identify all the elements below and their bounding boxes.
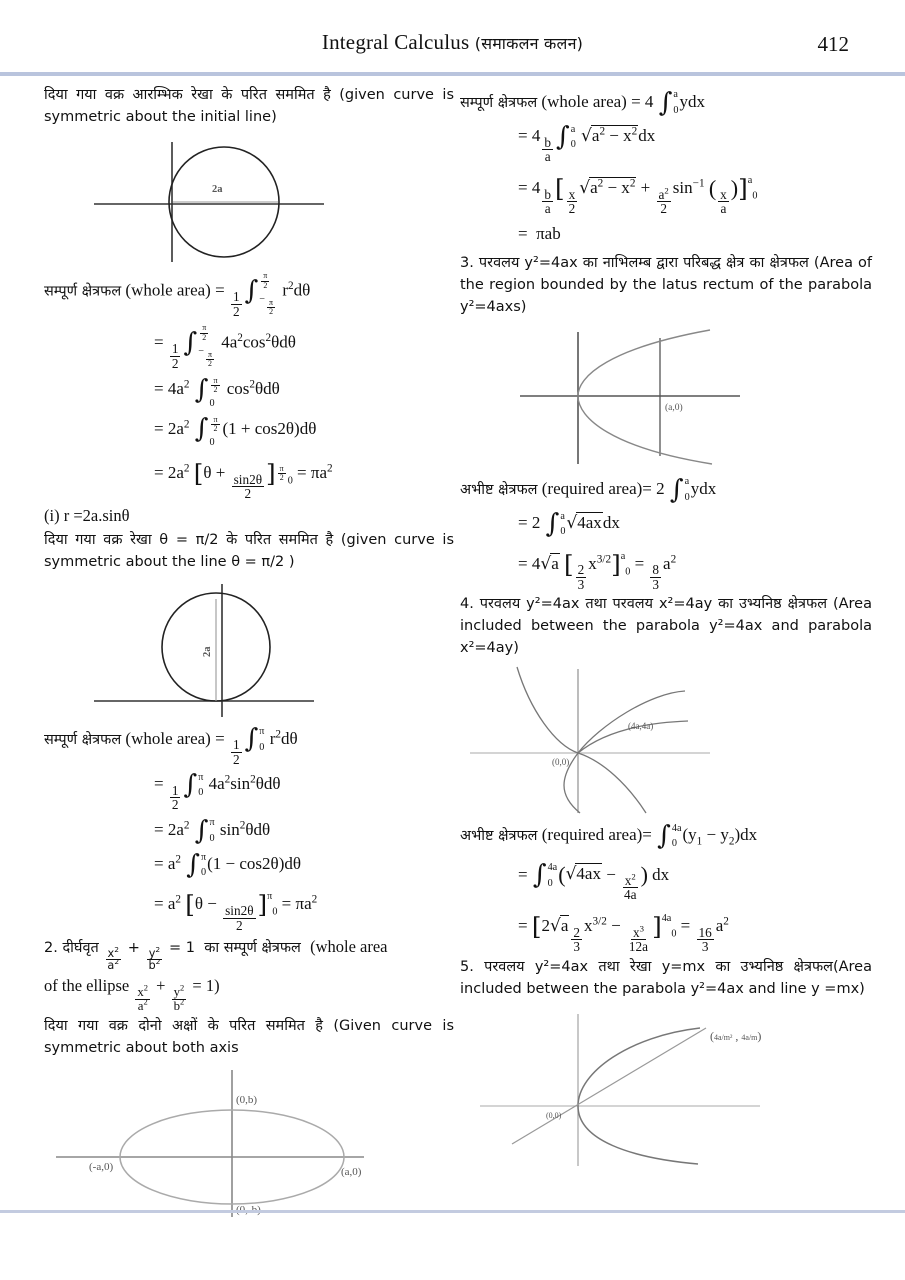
whole-area-label-hi: सम्पूर्ण क्षेत्रफल (44, 283, 122, 300)
left-eq1-line3: = $4a^2$ ∫ $\frac{\pi}{2}$ 0 $\cos^2\theta d\theta$ (154, 375, 280, 409)
figure-parabola-latus-rectum (460, 324, 872, 469)
diameter-label: 2a (212, 184, 223, 196)
figure-two-intersecting-parabolas (460, 665, 872, 815)
whole-area-label3-hi: सम्पूर्ण क्षेत्रफल (460, 95, 538, 111)
left-eq2-line5: = $a^2$ [θ − $\frac{\sin 2\theta}{2}$ ]$^\pi_0 = \pi a^2$ (154, 890, 318, 933)
left-column (44, 84, 454, 1224)
right-problem-5: 5. परवलय y²=4ax तथा रेखा y=mx का उभ्यनिष्ठ क्षेत्रफल(Area included between the parabola y²=4ax and line y =mx) (460, 958, 872, 997)
required-area-label-hi: अभीष्ट क्षेत्रफल (460, 481, 538, 498)
diameter-label: 2a (202, 646, 213, 657)
left-intro-text: दिया गया वक्र आरम्भिक रेखा के परित सममित है (given curve is symmetric about the initial line) (44, 87, 454, 126)
origin-label-2: (0,0) (546, 1110, 562, 1120)
ellipse-label-0-minus-b: (0,-b) (236, 1203, 261, 1216)
right-eq3-line2: = 4 $\frac{b}{a}$ ∫ a 0 $√a^2 - x^2dx$ (518, 122, 656, 165)
intersection-label-fraction: (4a/m² , 4a/m) (710, 1028, 762, 1043)
whole-area-label-en: (whole area) (125, 280, 211, 300)
figure-parabola-and-line (460, 1006, 872, 1171)
page-title-english: Integral Calculus (321, 30, 470, 54)
whole-area-label2-hi: सम्पूर्ण क्षेत्रफल (44, 731, 122, 748)
page-header (0, 30, 905, 70)
right-eq3-line4: = πab (518, 223, 561, 243)
required-area-label2-hi: अभीष्ट क्षेत्रफल (460, 828, 538, 845)
right-problem-4: 4. परवलय y²=4ax तथा परवलय x²=4ay का उभ्यनिष्ठ क्षेत्रफल (Area included between the parabola y²=4ax and parabola x²=4ay) (460, 596, 872, 657)
left-eq2-line4: = $a^2$ ∫ π 0 (1 − cos2θ)dθ (154, 849, 301, 880)
page-number: 412 (817, 32, 849, 56)
left-eq2-line3: = $2a^2$ ∫ π 0 $\sin^2\theta d\theta$ (154, 815, 271, 846)
right-eq4-line3: = 4√a [ $\frac{2}{3}$ $x^{3/2}]^a_0$ = $\frac{8}{3}$ $a^2$ (518, 549, 677, 592)
right-eq5-line3: = [2√a $\frac{2}{3}$ $x^{3/2}$ − $\frac{x^3}{12a}$ ]$^{4a}_0$ = $\frac{16}{3}$ $a^2$ (518, 911, 729, 955)
ellipse-label-minus-a0: (-a,0) (89, 1160, 114, 1173)
right-eq5-line2: = ∫ 4a 0 (√4ax − $\frac{x^2}{4a}$ ) dx (518, 860, 670, 903)
right-column (460, 84, 872, 1175)
whole-area-label2-en: (whole area) (125, 728, 211, 748)
required-area-label-en: (required area)= (541, 478, 652, 498)
intersection-label-4a4a: (4a,4a) (628, 721, 654, 732)
left-problem-2-line2: of the ellipse $\frac{x^2}{a^2}$ + $\frac{y^2}{b^2}$ = 1) (44, 975, 220, 1014)
left-eq1-line1: सम्पूर्ण क्षेत्रफल (whole area) = $\frac{1}{2}$ ∫ $\frac{\pi}{2}$ − $\frac{\pi}{2}$ $r^2d\theta$ (44, 271, 311, 319)
right-eq5-line1: अभीष्ट क्षेत्रफल (required area)= ∫ 4a 0 $(y_1 - y_2)dx$ (460, 821, 758, 852)
figure-ellipse (44, 1065, 454, 1220)
right-eq3-line3: = 4 $\frac{b}{a}$ [ $\frac{x}{2}$ $√a^2 - x^2$ + $\frac{a^2}{2}$ $\sin^{-1}$ ( $\frac{x}{a}$ )]$^a_0$ (518, 173, 758, 217)
origin-label: (0,0) (552, 757, 570, 768)
right-eq4-line1: अभीष्ट क्षेत्रफल (required area)= 2 ∫ a 0 ydx (460, 474, 717, 505)
ellipse-label-0b: (0,b) (236, 1093, 258, 1106)
right-eq4-line2: = 2 ∫ a 0 √4axdx (518, 508, 620, 539)
figure-circle-tangent-to-y-axis (44, 134, 454, 264)
left-eq2-line1: सम्पूर्ण क्षेत्रफल (whole area) = $\frac{1}{2}$ ∫ π 0 $r^2d\theta$ (44, 724, 298, 767)
left-eq1-line2: = $\frac{1}{2}$ ∫ $\frac{\pi}{2}$ − $\frac{\pi}{2}$ $4a^2\cos^2\theta d\theta$ (154, 323, 296, 371)
page-title (0, 30, 905, 55)
page-title-hindi: (समाकलन कलन) (474, 34, 584, 53)
left-item-i-text: दिया गया वक्र रेखा θ = π/2 के परित सममित है (given curve is symmetric about the line θ = π/2 ) (44, 531, 454, 570)
whole-area-label3-en: (whole area) (541, 92, 627, 111)
left-eq2-line2: = $\frac{1}{2}$ ∫ π 0 $4a^2\sin^2\theta d\theta$ (154, 770, 281, 813)
required-area-label2-en: (required area)= (541, 825, 652, 845)
left-eq1-line4: = $2a^2$ ∫ $\frac{\pi}{2}$ 0 (1 + cos2θ)dθ (154, 414, 317, 449)
left-item-i: (i) r =2a.sinθ (44, 505, 130, 525)
left-problem-2-line1: 2. दीर्घवृत $\frac{x^2}{a^2}$ + $\frac{y^2}{b^2}$ = 1 का सम्पूर्ण क्षेत्रफल (whole area (44, 937, 388, 973)
figure-circle-tangent-to-x-axis (44, 579, 454, 719)
parabola-label-a0: (a,0) (665, 402, 683, 413)
right-problem-3: 3. परवलय y²=4ax का नाभिलम्ब द्वारा परिबद्ध क्षेत्र का क्षेत्रफल (Area of the region bounded by the latus rectum of the parabola y²=4axs) (460, 254, 872, 315)
left-eq1-line5: = $2a^2$ [θ + $\frac{\sin 2\theta}{2}$ ] $^{\frac{\pi}{2}}$ $_0 = \pi a^2$ (154, 458, 333, 502)
right-eq3-line1: सम्पूर्ण क्षेत्रफल (whole area) = 4 ∫ a 0 ydx (460, 87, 706, 118)
ellipse-label-a0: (a,0) (341, 1165, 362, 1178)
footer-rule (0, 1210, 905, 1213)
header-rule (0, 72, 905, 76)
left-problem-2-note: दिया गया वक्र दोनो अक्षों के परित सममित है (Given curve is symmetric about both axis (44, 1017, 454, 1056)
